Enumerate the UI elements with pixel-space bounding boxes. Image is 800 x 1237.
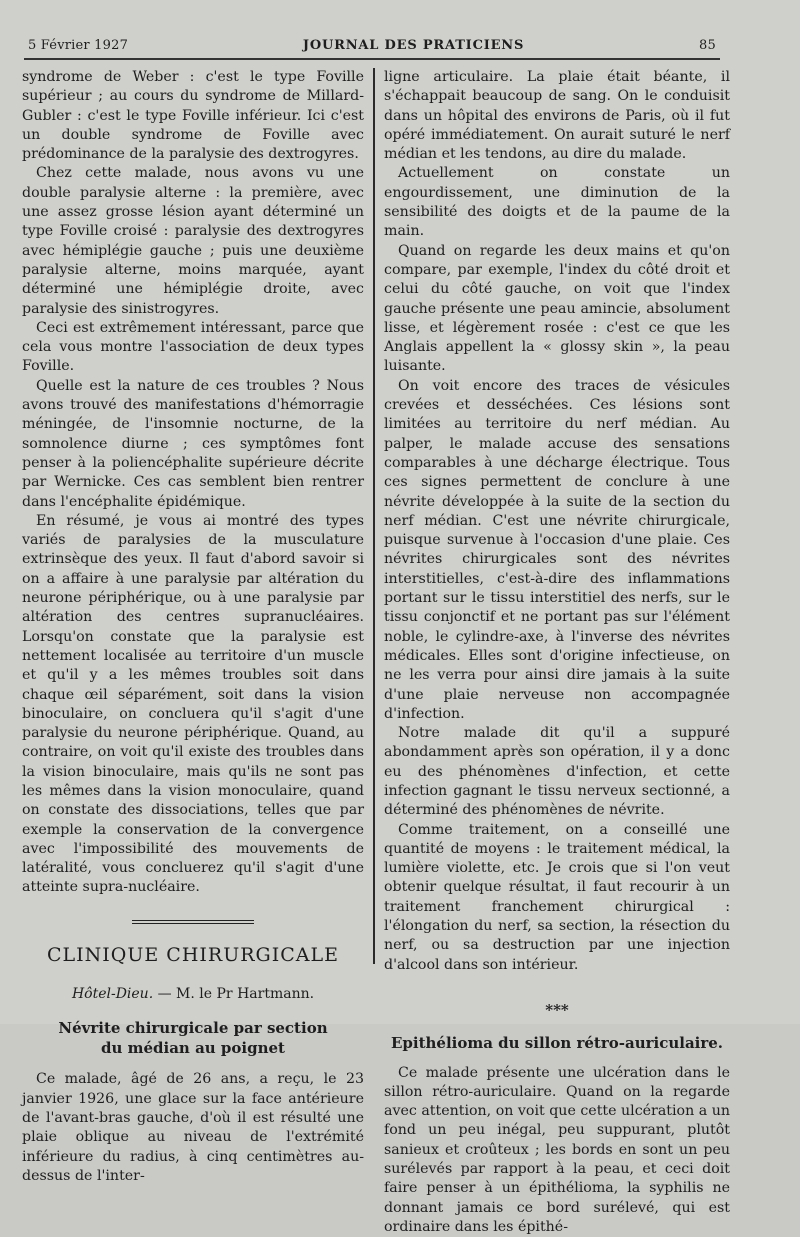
paragraph: Ce malade, âgé de 26 ans, a reçu, le 23 janvier 1926, une glace sur la face antérieure de l'avant-bras gauche, d'où il est résulté une plaie oblique au niveau de l'extrémité inférieure du radius, à cinq centimètres au-dessus de l'inter- [22,1071,364,1184]
right-column [384,68,730,1235]
byline-place: Hôtel-Dieu. [71,986,154,1003]
asterism: *** [545,1000,569,1019]
header-rule [24,58,720,60]
header-date: 5 Février 1927 [28,37,129,53]
paragraph: En résumé, je vous ai montré des types variés de paralysies de la musculature extrinsèque des yeux. Il faut d'abord savoir si on a affaire à une paralysie par altération du neurone périphérique, ou à une paralysie par altération des centres supranucléaires. Lorsqu'on constate que la paralysie est nettement localisée au territoire d'un muscle et qu'il y a les mêmes troubles soit dans chaque œil séparément, soit dans la vision binoculaire, on concluera qu'il s'agit d'une paralysie du neurone périphérique. Quand, au contraire, on voit qu'il existe des troubles dans la vision binoculaire, mais qu'ils ne sont pas les mêmes dans la vision monoculaire, quand on constate des dissociations, telles que par exemple la conservation de la convergence avec l'impossibilité des mouvements de latéralité, vous concluerez qu'il s'agit d'une atteinte supra-nucléaire. [22,512,364,896]
paragraph: syndrome de Weber : c'est le type Foville supérieur ; au cours du syndrome de Millard-Gubler : c'est le type Foville inférieur. Ici c'est un double syndrome de Foville avec prédominance de la paralysie des dextrogyres. [22,69,364,163]
left-column [22,68,364,1184]
paragraph: Quand on regarde les deux mains et qu'on compare, par exemple, l'index du côté droit et celui du côté gauche, on voit que l'index gauche présente une peau amincie, absolument lisse, et légèrement rosée : c'est ce que les Anglais appellent la « glossy skin », la peau luisante. [384,242,730,375]
paragraph: Comme traitement, on a conseillé une quantité de moyens : le traitement médical, la lumière violette, etc. Je crois que si l'on veut obtenir quelque résultat, il faut recourir à un traitement franchement chirurgical : l'élongation du nerf, sa section, la résection du nerf, ou sa destruction par une injection d'alcool dans son intérieur. [384,821,730,973]
paragraph: Chez cette malade, nous avons vu une double paralysie alterne : la première, avec une assez grosse lésion ayant déterminé un type Foville croisé : paralysie des dextrogyres avec hémiplégie gauche ; puis une deuxième paralysie alterne, moins marquée, ayant déterminé une hémiplégie droite, avec paralysie des sinistrogyres. [22,165,364,317]
paragraph: Actuellement on constate un engourdissement, une diminution de la sensibilité des doigts et de la paume de la main. [384,165,730,240]
subtitle-line: du médian au poignet [101,1039,285,1058]
paragraph: ligne articulaire. La plaie était béante, il s'échappait beaucoup de sang. On le conduisit dans un hôpital des environs de Paris, où il fut opéré immédiatement. On aurait suturé le nerf médian et les tendons, au dire du malade. [384,69,730,163]
section-rule [132,923,254,924]
subtitle-line: Névrite chirurgicale par section [58,1019,328,1038]
column-divider [373,68,375,964]
paragraph: Notre malade dit qu'il a suppuré abondamment après son opération, il y a donc eu des phénomènes d'infection, et cette infection gagnant le tissu nerveux sectionné, a déterminé des phénomènes de névrite. [384,725,730,819]
paragraph: Quelle est la nature de ces troubles ? Nous avons trouvé des manifestations d'hémorragie méningée, de l'insomnie nocturne, de la somnolence diurne ; ces symptômes font penser à la poliencéphalite supérieure décrite par Wernicke. Ces cas semblent bien rentrer dans l'encéphalite épidémique. [22,377,364,510]
running-header [28,34,716,56]
article-subtitle [22,1018,364,1058]
section-subheading: Epithélioma du sillon rétro-auriculaire. [390,1034,724,1053]
paragraph: On voit encore des traces de vésicules crevées et desséchées. Ces lésions sont limitées au territoire du nerf médian. Au palper, le malade accuse des sensations comparables à une décharge électrique. Tous ces signes permettent de conclure à une névrite développée à la suite de la section du nerf médian. C'est une névrite chirurgicale, puisque survenue à l'occasion d'une plaie. Ces névrites chirurgicales sont des névrites interstitielles, c'est-à-dire des inflammations portant sur le tissu interstitiel des nerfs, sur le tissu conjonctif et ne portant pas sur l'élément noble, le cylindre-axe, à l'inverse des névrites médicales. Elles sont d'origine infectieuse, on ne les verra pour ainsi dire jamais à la suite d'une plaie nerveuse non accompagnée d'infection. [384,377,730,722]
paragraph: Ceci est extrêmement intéressant, parce que cela vous montre l'association de deux types Foville. [22,319,364,375]
section-rule [132,920,254,921]
header-page-number: 85 [699,37,716,53]
header-journal-title: JOURNAL DES PRATICIENS [302,37,525,53]
paragraph: Ce malade présente une ulcération dans le sillon rétro-auriculaire. Quand on la regarde avec attention, on voit que cette ulcération a un fond un peu inégal, peu suppurant, plutôt sanieux et croûteux ; les bords en sont un peu surélevés par rapport à la peau, et ceci doit faire penser à un épithélioma, la syphilis ne donnant jamais ce bord surélevé, qui est ordinaire dans les épithé- [384,1064,730,1235]
byline [22,985,364,1004]
byline-author: — M. le Pr Hartmann. [157,986,315,1003]
section-title: CLINIQUE CHIRURGICALE [47,943,339,966]
